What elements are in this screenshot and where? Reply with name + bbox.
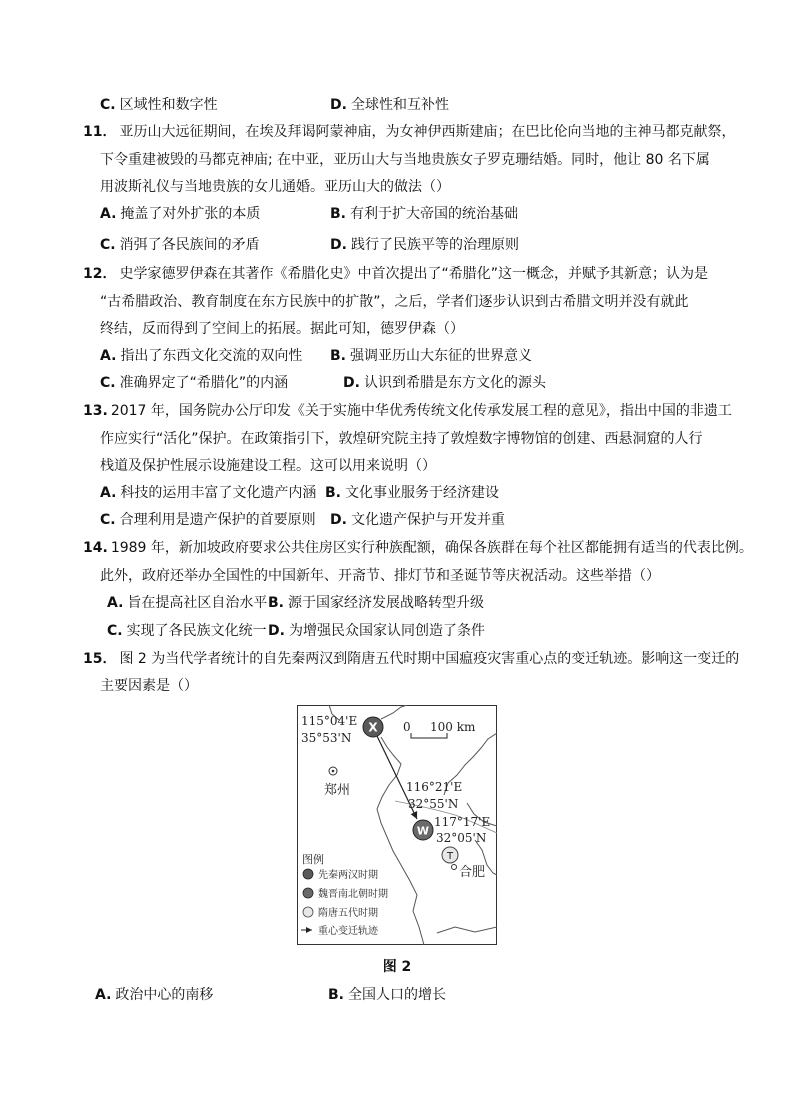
q11-option-a: [100, 204, 260, 224]
marker-w-letter: W: [416, 824, 430, 838]
q13-stem-line-3: 栈道及保护性展示设施建设工程。这可以用来说明（）: [100, 458, 436, 474]
option-letter: B.: [325, 485, 341, 501]
q11-stem-line-2: 下令重建被毁的马都克神庙; 在中亚，亚历山大与当地贵族女子罗克珊结婚。同时，他让 80 名下属: [100, 152, 710, 168]
q12-stem-line-1: [83, 264, 708, 284]
option-letter: B.: [268, 595, 284, 611]
epidemic-center-map: [297, 705, 497, 945]
legend-item-2: 魏晋南北朝时期: [318, 889, 388, 900]
option-letter: C.: [100, 237, 116, 253]
q12-option-c: [100, 373, 288, 393]
coord-3-lat: 32°05'N: [436, 831, 487, 845]
marker-x: [363, 717, 383, 737]
option-text: 为增强民众国家认同创造了条件: [288, 623, 485, 639]
option-text: 全球性和互补性: [350, 97, 449, 113]
marker-t-letter: T: [446, 851, 454, 862]
q14-option-c: [107, 621, 267, 641]
option-letter: A.: [100, 348, 117, 364]
q14-option-a: [107, 593, 267, 613]
q12-option-b: [330, 346, 532, 366]
q12-option-a: [100, 346, 302, 366]
city-hefei: 合肥: [459, 865, 486, 880]
option-text: 准确界定了“希腊化”的内涵: [119, 375, 289, 391]
q15-option-b: [328, 985, 446, 1005]
option-letter: D.: [268, 623, 285, 639]
option-letter: A.: [107, 595, 124, 611]
q12-stem-line-3: 终结，反而得到了空间上的拓展。据此可知，德罗伊森（）: [100, 321, 464, 337]
option-text: 全国人口的增长: [348, 987, 446, 1003]
option-text: 指出了东西文化交流的双向性: [120, 348, 303, 364]
q15-stem-line-2: 主要因素是（）: [100, 678, 198, 694]
option-letter: A.: [95, 987, 112, 1003]
marker-w: [413, 820, 433, 840]
q13-stem-line-2: 作应实行“活化”保护。在政策指引下，敦煌研究院主持了敦煌数字博物馆的创建、西悬洞窟的人行: [100, 431, 703, 447]
option-letter: C.: [107, 623, 123, 639]
option-letter: B.: [330, 206, 346, 222]
legend-t-icon: [303, 907, 313, 917]
option-letter: D.: [330, 512, 347, 528]
scale-label: 100 km: [430, 720, 476, 734]
option-letter: D.: [343, 375, 360, 391]
question-number: 11．: [83, 124, 117, 140]
stem-text: 2017 年，国务院办公厅印发《关于实施中华优秀传统文化传承发展工程的意见》，指出中国的非遗工: [110, 403, 732, 419]
option-text: 科技的运用丰富了文化遗产内涵: [120, 485, 317, 501]
coord-2-lon: 116°21'E: [406, 780, 463, 794]
question-number: 15．: [83, 651, 117, 667]
option-text: 源于国家经济发展战略转型升级: [288, 595, 484, 611]
map-svg: [297, 705, 497, 945]
marker-x-letter: X: [368, 720, 378, 735]
q11-option-c: [100, 235, 260, 255]
legend-x-icon: [303, 869, 313, 879]
option-text: 文化遗产保护与开发并重: [350, 512, 505, 528]
question-number: 14.: [83, 540, 108, 556]
question-number: 12．: [83, 266, 117, 282]
legend-item-1: 先秦两汉时期: [318, 870, 378, 881]
prev-option-c: [100, 95, 218, 115]
option-letter: B.: [330, 348, 346, 364]
legend-item-4: 重心变迁轨迹: [318, 926, 378, 937]
question-number: 13.: [83, 403, 108, 419]
stem-text: 图 2 为当代学者统计的自先秦两汉到隋唐五代时期中国瘟疫灾害重心点的变迁轨迹。影响这一变迁的: [119, 651, 740, 667]
prev-option-d: [330, 95, 449, 115]
figure-caption: 图 2: [382, 959, 412, 975]
option-text: 认识到希腊是东方文化的源头: [363, 375, 546, 391]
q13-stem-line-1: [83, 401, 732, 421]
q12-option-d: [343, 373, 546, 393]
option-text: 践行了民族平等的治理原则: [350, 237, 519, 253]
q14-stem-line-1: [83, 538, 753, 558]
option-text: 实现了各民族文化统一: [126, 623, 267, 639]
option-text: 掩盖了对外扩张的本质: [120, 206, 261, 222]
q11-stem-line-1: [83, 122, 735, 142]
legend-item-3: 隋唐五代时期: [318, 908, 378, 919]
q11-option-d: [330, 235, 519, 255]
coord-1-lon: 115°04'E: [301, 714, 358, 728]
option-text: 强调亚历山大东征的世界意义: [350, 348, 532, 364]
q14-option-b: [268, 593, 484, 613]
option-text: 合理利用是遗产保护的首要原则: [119, 512, 316, 528]
option-letter: A.: [100, 485, 117, 501]
q12-stem-line-2: “古希腊政治、教育制度在东方民族中的扩散”，之后，学者们逐步认识到古希腊文明并没有就此: [100, 294, 689, 310]
coord-2-lat: 32°55'N: [408, 797, 459, 811]
stem-text: 1989 年，新加坡政府要求公共住房区实行种族配额，确保各族群在每个社区都能拥有适当的代表比例。: [110, 540, 753, 556]
legend-title: 图例: [302, 853, 324, 866]
q14-stem-line-2: 此外，政府还举办全国性的中国新年、开斋节、排灯节和圣诞节等庆祝活动。这些举措（）: [100, 568, 660, 584]
coord-1-lat: 35°53'N: [301, 731, 352, 745]
option-text: 旨在提高社区自治水平: [127, 595, 268, 611]
q13-option-d: [330, 510, 505, 530]
stem-text: 史学家德罗伊森在其著作《希腊化史》中首次提出了“希腊化”这一概念，并赋予其新意；认为是: [119, 266, 708, 282]
q13-option-b: [325, 483, 499, 503]
option-text: 文化事业服务于经济建设: [345, 485, 499, 501]
q11-stem-line-3: 用波斯礼仪与当地贵族的女儿通婚。亚历山大的做法（）: [100, 179, 450, 195]
city-zhengzhou: 郑州: [324, 783, 351, 798]
q15-stem-line-1: [83, 649, 739, 669]
option-text: 政治中心的南移: [115, 987, 214, 1003]
scale-zero: 0: [403, 720, 411, 734]
option-letter: C.: [100, 375, 116, 391]
option-text: 有利于扩大帝国的统治基础: [350, 206, 518, 222]
option-letter: B.: [328, 987, 344, 1003]
option-text: 消弭了各民族间的矛盾: [119, 237, 260, 253]
q11-option-b: [330, 204, 518, 224]
stem-text: 亚历山大远征期间，在埃及拜谒阿蒙神庙，为女神伊西斯建庙；在巴比伦向当地的主神马都克献祭，: [119, 124, 736, 140]
option-letter: D.: [330, 97, 347, 113]
option-letter: A.: [100, 206, 117, 222]
option-letter: D.: [330, 237, 347, 253]
q14-option-d: [268, 621, 485, 641]
legend-w-icon: [303, 888, 313, 898]
coord-3-lon: 117°17'E: [434, 815, 491, 829]
marker-t: [442, 847, 458, 863]
q15-option-a: [95, 985, 213, 1005]
option-text: 区域性和数字性: [119, 97, 218, 113]
q13-option-a: [100, 483, 316, 503]
option-letter: C.: [100, 512, 116, 528]
option-letter: C.: [100, 97, 116, 113]
q13-option-c: [100, 510, 316, 530]
